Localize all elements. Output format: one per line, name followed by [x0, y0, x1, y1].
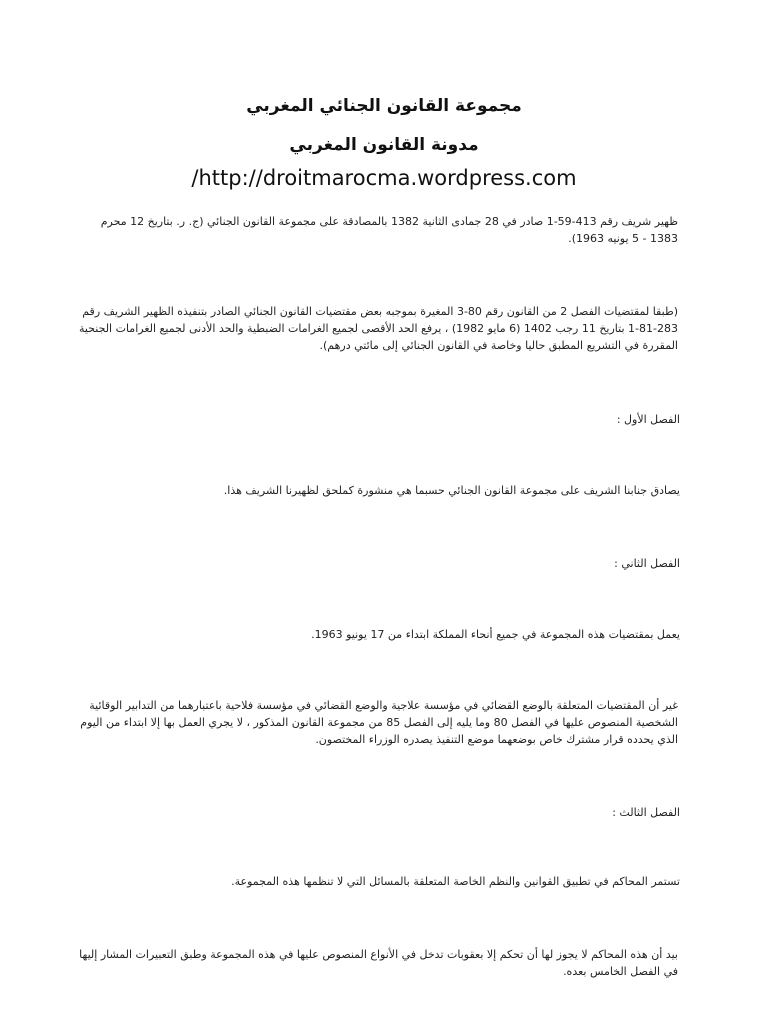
source-url: /http://droitmarocma.wordpress.com [191, 166, 577, 190]
article-2-heading: الفصل الثاني : [614, 557, 680, 570]
article-2-exception: غير أن المقتضيات المتعلقة بالوضع القضائي في مؤسسة علاجية والوضع القضائي في مؤسسة فلاحية باعتبارهما من التدابير الوقائية الشخصية المنصوص عليها في الفصل 80 وما يليه إلى الفصل 85 من مجموعة القانون المذكور ، لا يجري العمل بها إلا ابتداء من اليوم الذي يحدده قرار مشترك خاص بوضعهما موضع التنفيذ يصدره الوزراء المختصون. [80, 699, 678, 746]
article-1-text: يصادق جنابنا الشريف على مجموعة القانون الجنائي حسبما هي منشورة كملحق لظهيرنا الشريف هذا. [223, 484, 680, 497]
document-subtitle: مدونة القانون المغربي [289, 135, 479, 155]
dahir-paragraph: ظهير شريف رقم 413-59-1 صادر في 28 جمادى الثانية 1382 بالمصادقة على مجموعة القانون الجنائي (ج. ر. بتاريخ 12 محرم 1383 - 5 يونيه 1963). [100, 215, 678, 245]
article-2-text: يعمل بمقتضيات هذه المجموعة في جميع أنحاء المملكة ابتداء من 17 يونيو 1963. [311, 628, 680, 641]
article-3-exception: بيد أن هذه المحاكم لا يجوز لها أن تحكم إلا بعقوبات تدخل في الأنواع المنصوص عليها في هذه المجموعة وطبق التعبيرات المشار إليها في الفصل الخامس بعده. [79, 948, 678, 978]
amendment-note: (طبقا لمقتضيات الفصل 2 من القانون رقم 80-3 المغيرة بموجبه بعض مقتضيات القانون الجنائي الصادر بتنفيذه الظهير الشريف رقم 283-81-1 بتاريخ 11 رجب 1402 (6 مايو 1982) ، يرفع الحد الأقصى لجميع الغرامات الضبطية والحد الأدنى لجميع الغرامات الجنحية المقررة في التشريع المطبق حاليا وخاصة في القانون الجنائي إلى مائتي درهم). [78, 305, 678, 352]
article-3-text: تستمر المحاكم في تطبيق القوانين والنظم الخاصة المتعلقة بالمسائل التي لا تنظمها هذه المجموعة. [231, 875, 680, 888]
article-3-heading: الفصل الثالث : [612, 806, 680, 819]
article-1-heading: الفصل الأول : [616, 413, 680, 426]
document-title: مجموعة القانون الجنائي المغربي [246, 96, 522, 116]
